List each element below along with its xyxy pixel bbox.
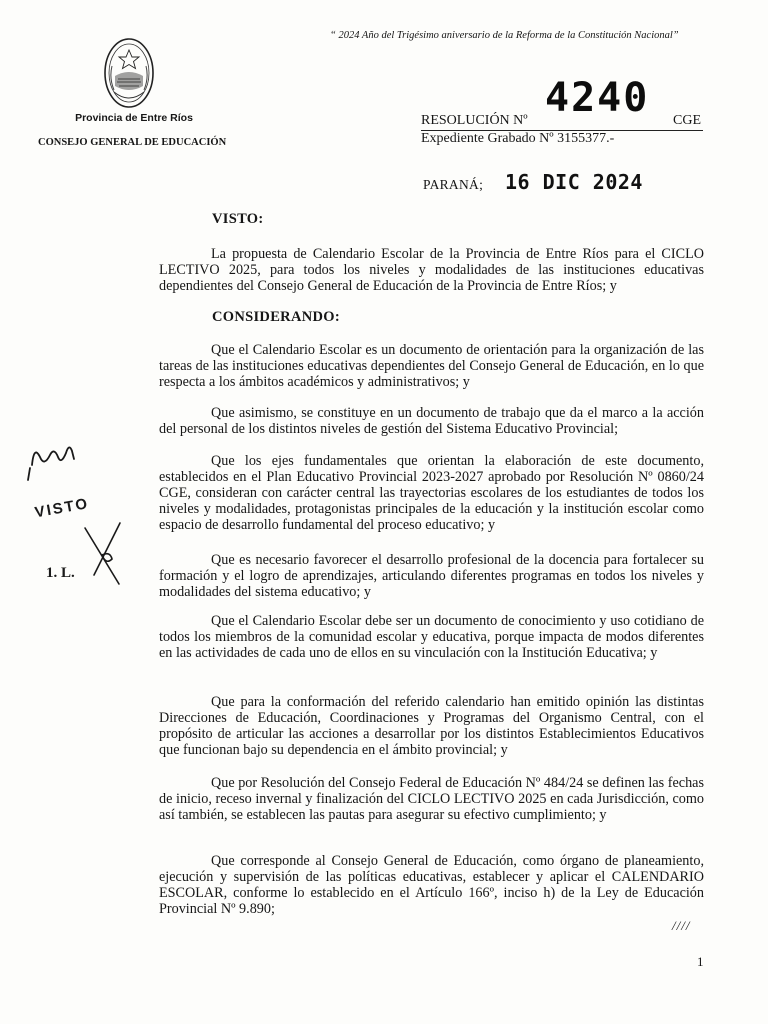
considerando-paragraph: Que por Resolución del Consejo Federal de Educación Nº 484/24 se definen las fechas de inicio, receso invernal y finalización del CICLO LECTIVO 2025 en cada Jurisdicción, como así también, se establecen las pautas para asegurar su efectivo cumplimiento; y [159, 775, 704, 823]
cross-mark [85, 523, 120, 584]
considerando-paragraph: Que asimismo, se constituye en un documento de trabajo que da el marco a la acción del personal de los distintos niveles de gestión del Sistema Educativo Provincial; [159, 405, 704, 437]
document-motto: “ 2024 Año del Trigésimo aniversario de la Reforma de la Constitución Nacional” [330, 30, 679, 41]
margin-initials: 1. L. [46, 565, 75, 581]
considerando-paragraph: Que corresponde al Consejo General de Educación, como órgano de planeamiento, ejecución y supervisión de las políticas educativas, establecer y aplicar el CALENDARIO ESCOLAR, conforme lo establecido en el Artículo 166º, inciso h) de la Ley de Educación Provincial Nº 9.890; [159, 853, 704, 917]
visto-stamp: VISTO [33, 495, 91, 522]
council-name: CONSEJO GENERAL DE EDUCACIÓN [38, 137, 227, 148]
considerando-paragraph: Que el Calendario Escolar debe ser un documento de conocimiento y uso cotidiano de todos los miembros de la comunidad escolar y educativa, porque impacta de modos diferentes en las actividades de cada uno de ellos en su vinculación con la Institución Educativa; y [159, 613, 704, 661]
place-label: PARANÁ; [423, 177, 484, 192]
margin-annotation [20, 425, 140, 590]
continuation-mark: //// [672, 918, 691, 933]
considerando-paragraph: Que es necesario favorecer el desarrollo profesional de la docencia para fortalecer su formación y el logro de aprendizajes, articulando diferentes programas en todos los niveles y modalidades del sistema educativo; y [159, 552, 704, 600]
resolution-suffix: CGE [673, 113, 701, 128]
page-number: 1 [697, 954, 704, 969]
date-stamp: 16 DIC 2024 [505, 170, 643, 194]
province-name: Provincia de Entre Ríos [75, 112, 193, 124]
visto-heading: VISTO: [212, 211, 264, 227]
resolution-number: 4240 [545, 75, 650, 121]
provincial-seal-icon [102, 36, 156, 110]
considerando-paragraph: Que para la conformación del referido calendario han emitido opinión las distintas Direcciones de Educación, Coordinaciones y Programas del Organismo Central, con el propósito de articular las acciones a desarrollar por los distintos Establecimientos Educativos que funcionan bajo su dependencia en el ámbito provincial; y [159, 694, 704, 758]
considerando-paragraph: Que el Calendario Escolar es un documento de orientación para la organización de las tareas de las instituciones educativas dependientes del Consejo General de Educación, en lo que respecta a los ámbitos académicos y administrativos; y [159, 342, 704, 390]
resolution-label: RESOLUCIÓN Nº [421, 113, 528, 128]
visto-paragraph: La propuesta de Calendario Escolar de la Provincia de Entre Ríos para el CICLO LECTIVO 2025, para todos los niveles y modalidades de las instituciones educativas dependientes del Consejo General de Educación de la Provincia de Entre Ríos; y [159, 246, 704, 294]
considerando-paragraph: Que los ejes fundamentales que orientan la elaboración de este documento, establecidos en el Plan Educativo Provincial 2023-2027 aprobado por Resolución Nº 0860/24 CGE, consideran con carácter central las trayectorias escolares de los estudiantes de todos los niveles y modalidades, protagonistas principales de la educación y la institución escolar como espacio de desarrollo fundamental del proceso educativo; y [159, 453, 704, 533]
initials-signature [28, 447, 74, 480]
considerando-heading: CONSIDERANDO: [212, 309, 340, 325]
expediente-number: Expediente Grabado Nº 3155377.- [421, 131, 615, 146]
